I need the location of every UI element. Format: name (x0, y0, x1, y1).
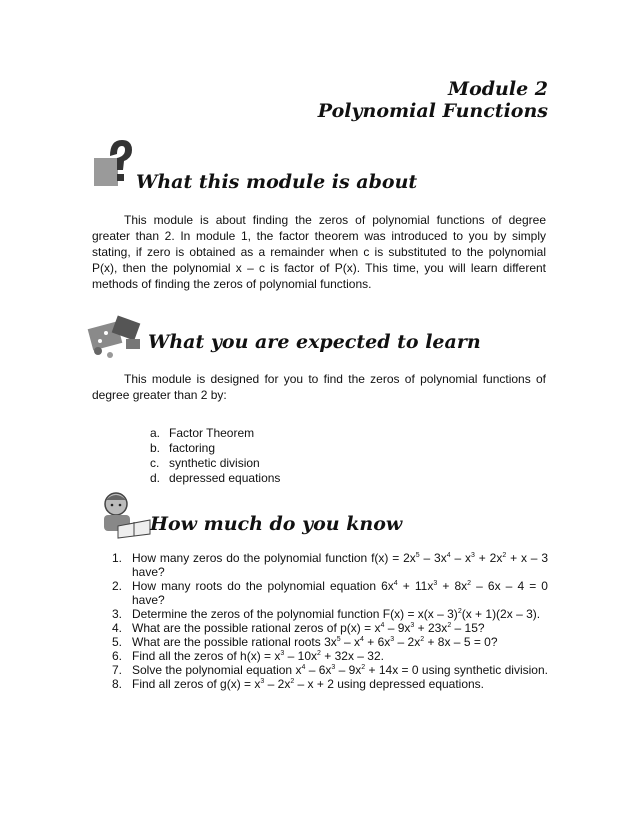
question-text: – 10x (284, 649, 318, 663)
child-reading-icon (94, 490, 152, 540)
question-text: Find all the zeros of h(x) = x (132, 649, 281, 663)
question-text: – 15? (451, 621, 485, 635)
about-text: This module is about finding the zeros of polynomial functions of degree greater than 2. In module 1, the factor theorem was introduced to you by simply stating, if zero is obtained as a remainder when c is substituted to the polynomial P(x), then the polynomial x – c is factor of P(x). This time, you will learn different methods of finding the zeros of polynomial functions. (92, 213, 546, 291)
list-item: c. synthetic division (150, 456, 260, 470)
question-text: – x (450, 551, 472, 565)
question-text: + 23x (414, 621, 448, 635)
exponent: 5 (415, 552, 420, 559)
methods-list (150, 426, 280, 486)
question-text: – 2x (394, 635, 421, 649)
exponent: 2 (317, 650, 321, 657)
exponent: 2 (457, 608, 462, 615)
section-heading-know: How much do you know (150, 513, 403, 535)
exponent: 2 (467, 580, 472, 587)
question-text: + 8x (437, 579, 468, 593)
question-item (112, 551, 548, 579)
exponent: 4 (360, 636, 364, 643)
question-text: – 6x – 4 = 0 have? (132, 579, 548, 607)
module-name: Polynomial Functions (317, 100, 548, 122)
question-text: – x + 2 using depressed equations. (294, 677, 485, 691)
question-text: – 3x (419, 551, 447, 565)
exponent: 2 (290, 678, 295, 685)
question-text: + 32x – 32. (320, 649, 384, 663)
question-text: Determine the zeros of the polynomial function F(x) = x(x – 3) (132, 607, 458, 621)
question-text: – x (340, 635, 361, 649)
exponent: 3 (471, 552, 475, 559)
exponent: 3 (280, 650, 285, 657)
module-number: Module 2 (448, 78, 548, 100)
question-item (112, 635, 548, 649)
question-number: 3. (112, 607, 123, 621)
question-mark-icon (92, 136, 134, 188)
question-text: What are the possible rational zeros of p(x) = x (132, 621, 381, 635)
expected-text: This module is designed for you to find the zeros of polynomial functions of degree greater than 2 by: (92, 372, 546, 402)
exponent: 5 (336, 636, 341, 643)
question-text: + 11x (397, 579, 434, 593)
question-text: How many zeros do the polynomial function f(x) = 2x (132, 551, 416, 565)
question-text: – 2x (264, 677, 291, 691)
question-text: + 2x (474, 551, 503, 565)
list-item: d. depressed equations (150, 471, 281, 485)
exponent: 2 (502, 552, 507, 559)
question-item (112, 663, 548, 677)
question-item (112, 579, 548, 607)
question-item (112, 649, 548, 663)
question-text: Solve the polynomial equation x (132, 663, 302, 677)
section-heading-expected: What you are expected to learn (148, 331, 481, 353)
exponent: 2 (420, 636, 425, 643)
exponent: 3 (433, 580, 438, 587)
question-item (112, 677, 548, 691)
question-text: – 9x (335, 663, 362, 677)
question-text: Find all zeros of g(x) = x (132, 677, 261, 691)
question-number: 2. (112, 579, 123, 593)
question-text: + 8x – 5 = 0? (424, 635, 498, 649)
question-text: – 9x (384, 621, 411, 635)
module-title (300, 78, 548, 122)
exponent: 3 (410, 622, 415, 629)
section-heading-about: What this module is about (136, 171, 418, 193)
exponent: 4 (446, 552, 451, 559)
question-text: + 14x = 0 using synthetic division. (365, 663, 548, 677)
question-text: (x + 1)(2x – 3). (461, 607, 541, 621)
exponent: 3 (260, 678, 265, 685)
question-text: + x – 3 have? (132, 551, 548, 579)
question-item (112, 607, 548, 621)
exponent: 3 (390, 636, 395, 643)
question-text: + 6x (363, 635, 391, 649)
exponent: 2 (361, 664, 366, 671)
exponent: 4 (301, 664, 306, 671)
tools-icon (86, 313, 146, 361)
question-number: 6. (112, 649, 123, 663)
about-paragraph (92, 212, 546, 292)
question-number: 5. (112, 635, 123, 649)
question-text: What are the possible rational roots 3x (132, 635, 337, 649)
question-text: How many roots do the polynomial equation 6x (132, 579, 394, 593)
list-item: a. Factor Theorem (150, 426, 255, 440)
question-number: 7. (112, 663, 123, 677)
exponent: 4 (393, 580, 398, 587)
exponent: 3 (331, 664, 336, 671)
question-number: 4. (112, 621, 123, 635)
question-text: – 6x (305, 663, 332, 677)
expected-paragraph (92, 371, 546, 403)
question-number: 8. (112, 677, 123, 691)
exponent: 4 (380, 622, 385, 629)
question-list (112, 551, 548, 691)
question-item (112, 621, 548, 635)
list-item: b. factoring (150, 441, 216, 455)
exponent: 2 (447, 622, 452, 629)
question-number: 1. (112, 551, 123, 565)
